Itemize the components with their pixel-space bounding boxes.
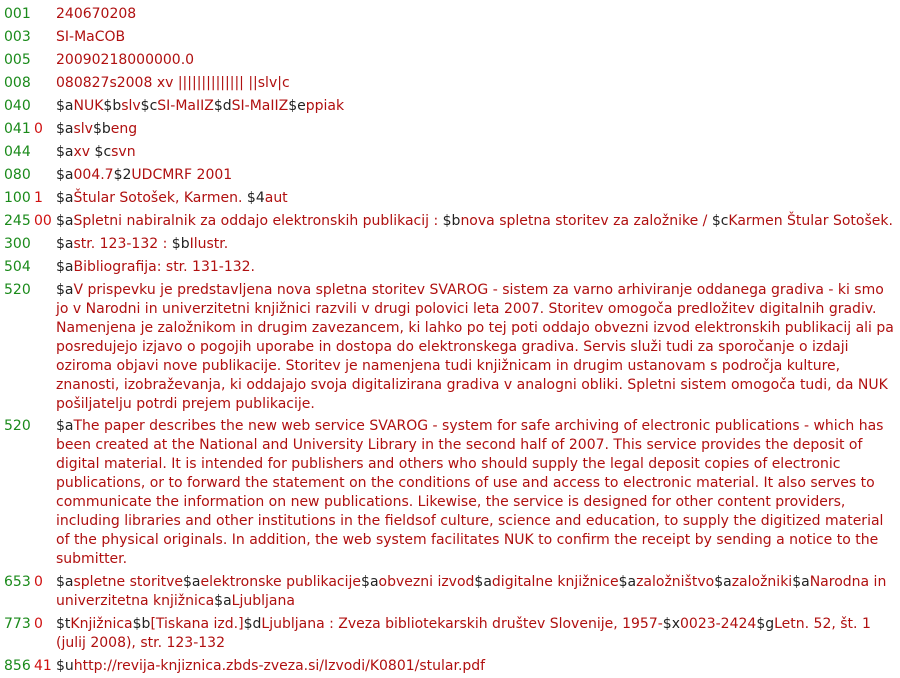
field-value: $aV prispevku je predstavljena nova spletna storitev SVAROG - sistem za varno arhiviranje oddanega gradiva - ki smo jo v Narodni in univerzitetni knjižnici razvili v drugi polovici leta 2007. Storitev omogoča predložitev digitalnih gradiv. Namenjena je založnikom in drugim zavezancem, ki lahko po tej poti oddajo obvezni izvod elektronskih publikacij ali pa posredujejo izjavo o pogojih uporabe in dostopa do elektronskega gradiva. Servis služi tudi za sporočanje o izdaji oziroma objavi nove publikacije. Storitev je namenjena tudi knjižnicam in drugim ustanovam s področja kulture, znanosti, izobraževanja, ki oddajajo svoja digitalizirana gradiva v analogni obliki. Spletni sistem omogoča tudi, da NUK pošiljatelju potrdi prejem publikacije. bbox=[56, 282, 894, 412]
subfield-code: $a bbox=[56, 236, 74, 252]
field-indicator: 1 bbox=[34, 190, 43, 206]
field-tag: 100 bbox=[4, 190, 31, 206]
subfield-code: $e bbox=[288, 98, 306, 114]
subfield-code: $a bbox=[56, 167, 74, 183]
field-value[interactable]: $uhttp://revija-knjiznica.zbds-zveza.si/Izvodi/K0801/stular.pdf bbox=[56, 658, 486, 674]
field-tag: 008 bbox=[4, 75, 31, 91]
subfield-code: $b bbox=[132, 616, 151, 632]
field-tag: 520 bbox=[4, 418, 31, 434]
subfield-code: $4 bbox=[246, 190, 265, 206]
field-value: $aspletne storitve$aelektronske publikacije$aobvezni izvod$adigitalne knjižnice$azaložništvo$azaložniki$aNarodna in univerzitetna knjižnica$aLjubljana bbox=[56, 574, 887, 609]
subfield-code: $a bbox=[56, 574, 74, 590]
field-tag: 005 bbox=[4, 52, 31, 68]
subfield-code: $x bbox=[662, 616, 680, 632]
subfield-code: $a bbox=[56, 144, 74, 160]
field-value: 080827s2008 xv |||||||||||||| ||slv|c bbox=[56, 75, 290, 91]
subfield-code: $b bbox=[442, 213, 461, 229]
field-indicator: 0 bbox=[34, 616, 43, 632]
subfield-code: $a bbox=[56, 98, 74, 114]
subfield-code: $c bbox=[711, 213, 729, 229]
field-value: 240670208 bbox=[56, 6, 137, 22]
field-tag: 041 bbox=[4, 121, 31, 137]
field-value: $a004.7$2UDCMRF 2001 bbox=[56, 167, 233, 183]
subfield-code: $a bbox=[56, 259, 74, 275]
subfield-code: $a bbox=[618, 574, 637, 590]
subfield-code: $a bbox=[714, 574, 732, 590]
field-tag: 504 bbox=[4, 259, 31, 275]
subfield-code: $a bbox=[56, 282, 74, 298]
field-tag: 080 bbox=[4, 167, 31, 183]
field-value: $tKnjižnica$b[Tiskana izd.]$dLjubljana : Zveza bibliotekarskih društev Slovenije, 1957-$x0023-2424$gLetn. 52, št. 1 (julij 2008), str. 123-132 bbox=[56, 616, 871, 651]
field-value: $aBibliografija: str. 131-132. bbox=[56, 259, 256, 275]
field-tag: 856 bbox=[4, 658, 31, 674]
field-tag: 003 bbox=[4, 29, 31, 45]
subfield-code: $a bbox=[56, 121, 74, 137]
subfield-code: $b bbox=[92, 121, 111, 137]
field-tag: 040 bbox=[4, 98, 31, 114]
field-value: $axv $csvn bbox=[56, 144, 136, 160]
field-value: $aThe paper describes the new web service SVAROG - system for safe archiving of electronic publications - which has been created at the National and University Library in the second half of 2007. This service provides the deposit of digital material. It is intended for publishers and others who should supply the legal deposit copies of electronic publications, or to forward the statement on the conditions of use and access to electronic material. It also serves to communicate the information on new publications. Likewise, the service is designed for other content providers, including libraries and other institutions in the fieldsof culture, science and education, to supply the digitized material of the physical originals. In addition, the web system facilitates NUK to confirm the receipt by sending a notice to the submitter. bbox=[56, 418, 884, 567]
subfield-code: $a bbox=[56, 418, 74, 434]
subfield-code: $b bbox=[103, 98, 122, 114]
subfield-code: $t bbox=[56, 616, 71, 632]
field-value: $aSpletni nabiralnik za oddajo elektronskih publikacij : $bnova spletna storitev za založnike / $cKarmen Štular Sotošek. bbox=[56, 213, 893, 229]
subfield-code: $d bbox=[243, 616, 262, 632]
field-tag: 520 bbox=[4, 282, 31, 298]
field-indicator: 41 bbox=[34, 658, 52, 674]
subfield-code: $b bbox=[171, 236, 190, 252]
field-value: $aŠtular Sotošek, Karmen. $4aut bbox=[56, 190, 288, 206]
subfield-code: $d bbox=[213, 98, 232, 114]
subfield-code: $a bbox=[214, 593, 232, 609]
field-tag: 653 bbox=[4, 574, 31, 590]
field-indicator: 0 bbox=[34, 121, 43, 137]
field-tag: 001 bbox=[4, 6, 31, 22]
field-value: $aNUK$bslv$cSI-MaIIZ$dSI-MaIIZ$eppiak bbox=[56, 98, 345, 114]
subfield-code: $a bbox=[56, 213, 74, 229]
field-tag: 773 bbox=[4, 616, 31, 632]
subfield-code: $g bbox=[756, 616, 775, 632]
field-value: SI-MaCOB bbox=[56, 29, 126, 45]
subfield-code: $c bbox=[94, 144, 112, 160]
subfield-code: $c bbox=[140, 98, 158, 114]
subfield-code: $a bbox=[792, 574, 810, 590]
subfield-code: $a bbox=[474, 574, 492, 590]
field-tag: 044 bbox=[4, 144, 31, 160]
subfield-code: $a bbox=[56, 190, 74, 206]
subfield-code: $a bbox=[183, 574, 201, 590]
field-value: $astr. 123-132 : $bIlustr. bbox=[56, 236, 229, 252]
field-tag: 245 bbox=[4, 213, 31, 229]
subfield-code: $a bbox=[361, 574, 379, 590]
field-value: 20090218000000.0 bbox=[56, 52, 195, 68]
field-indicator: 00 bbox=[34, 213, 52, 229]
field-tag: 300 bbox=[4, 236, 31, 252]
subfield-code: $2 bbox=[113, 167, 132, 183]
subfield-code: $u bbox=[56, 658, 74, 674]
field-indicator: 0 bbox=[34, 574, 43, 590]
field-value: $aslv$beng bbox=[56, 121, 138, 137]
